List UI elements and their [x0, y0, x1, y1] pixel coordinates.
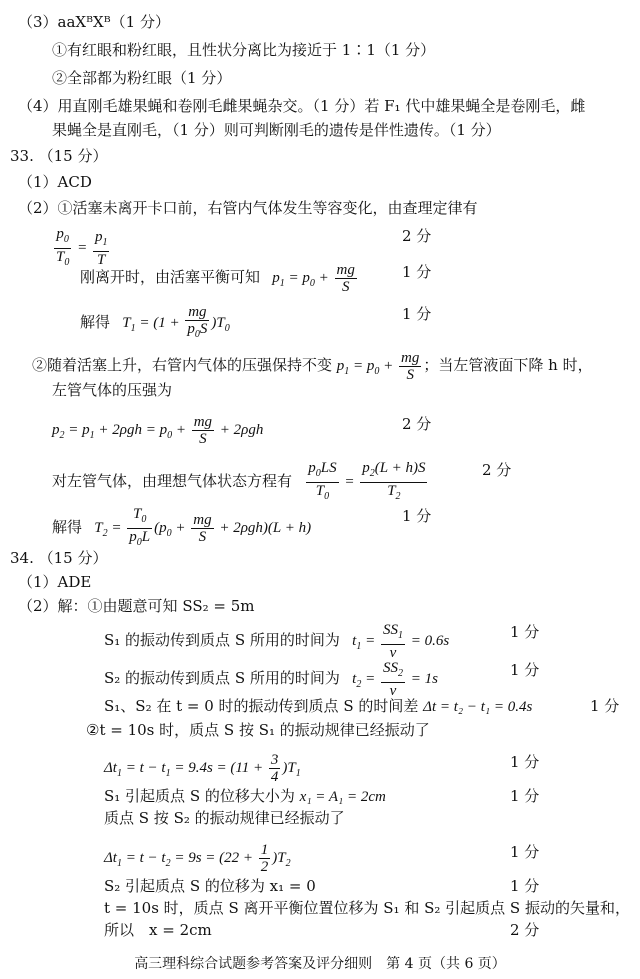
q34-l4: ②t = 10s 时，质点 S 按 S₁ 的振动规律已经振动了 [86, 721, 430, 739]
score-l8: 1 分 [510, 843, 540, 861]
q34-l1 [104, 622, 449, 661]
q33-part2b-text: ②随着活塞上升，右管内气体的压强保持不变 [32, 355, 333, 374]
q33-part2b-line2: 左管气体的压强为 [52, 381, 173, 399]
ideal-gas-equation: $\frac{p_0LS}{T_0}$ = $\frac{p_2(L + h)S}{T_2}$ [308, 460, 426, 502]
q33-eq6-prefix: 解得 [52, 517, 83, 536]
q34-heading: 34. （15 分） [10, 549, 108, 567]
score-eq6: 1 分 [402, 507, 432, 525]
q32-p3-head: （3）aaXᴮXᴮ（1 分） [18, 13, 170, 31]
q33-eq5-prefix: 对左管气体，由理想气体状态方程有 [52, 471, 293, 490]
q33-heading: 33. （15 分） [10, 147, 108, 165]
t2-solution-equation: $T_2$ = $\frac{T_0}{p_0L}$ ($p_0$ + $\frac{mg}{S}$ + 2ρgh)(L + h) [86, 506, 312, 548]
left-tube-pressure-equation: $p_2 = p_1 + 2\rho gh = p_0$ + $\frac{mg}{S}$ + 2ρgh [52, 414, 264, 447]
delta-t1-s1-equation: $\Delta t_1 = t - t_1 = 9.4s = (11$ + $\frac{3}{4}$ )$T_1$ [104, 752, 301, 785]
q34-l3 [104, 696, 532, 717]
time-difference-equation: Δt = t₂ − t₁ = 0.4s [423, 699, 533, 715]
q33-part2b-tail: ；当左管液面下降 h 时， [423, 355, 593, 374]
q32-p3-option-b: ②全部都为粉红眼（1 分） [52, 69, 232, 87]
q33-part2b-line [32, 350, 593, 383]
score-l6: 1 分 [510, 787, 540, 805]
t1-solution-equation: $T_1 = (1$ + $\frac{mg}{p_0S}$ )$T_0$ [114, 304, 230, 340]
q32-p4-line1: （4）用直刚毛雄果蝇和卷刚毛雌果蝇杂交。（1 分）若 F₁ 代中雄果蝇全是卷刚毛，雌 [18, 97, 586, 115]
charles-law-equation: $\frac{p_0}{T_0}$ = $\frac{p_1}{T}$ [56, 226, 108, 268]
q33-eq2-prefix: 刚离开时，由活塞平衡可知 [80, 267, 261, 286]
delta-t1-s2-equation: $\Delta t_1 = t - t_2 = 9s = (22$ + $\frac{1}{2}$ )$T_2$ [104, 842, 291, 875]
score-eq3: 1 分 [402, 305, 432, 323]
q34-part2-intro: （2）解：①由题意可知 SS₂ = 5m [18, 597, 255, 615]
q34-l7: 质点 S 按 S₂ 的振动规律已经振动了 [104, 809, 345, 827]
q34-l6-text: S₁ 引起质点 S 的位移大小为 [104, 787, 295, 805]
score-eq2: 1 分 [402, 263, 432, 281]
q32-p4-line2: 果蝇全是直刚毛，（1 分）则可判断刚毛的遗传是伴性遗传。（1 分） [52, 121, 501, 139]
q34-part1-answer: （1）ADE [18, 573, 92, 591]
q34-l10: t = 10s 时，质点 S 离开平衡位置位移为 S₁ 和 S₂ 引起质点 S 振动的矢量和， [104, 899, 630, 917]
q33-eq3-line [80, 304, 230, 343]
score-l11: 2 分 [510, 921, 540, 939]
score-eq5: 2 分 [482, 461, 512, 479]
score-l9: 1 分 [510, 877, 540, 895]
score-l5: 1 分 [510, 753, 540, 771]
q34-l2 [104, 660, 438, 699]
score-l1: 1 分 [510, 623, 540, 641]
score-eq1: 2 分 [402, 227, 432, 245]
q32-p3-option-a: ①有红眼和粉红眼，且性状分离比为接近于 1∶1（1 分） [52, 41, 436, 59]
t2-equation: $t_2$ = $\frac{SS_2}{v}$ = 1s [344, 660, 438, 699]
q34-l3-text: S₁、S₂ 在 t = 0 时的振动传到质点 S 的时间差 [104, 697, 419, 715]
q34-l9: S₂ 引起质点 S 的位移为 x₁ = 0 [104, 877, 316, 895]
page-footer: 高三理科综合试题参考答案及评分细则 第 4 页（共 6 页） [134, 956, 506, 972]
q34-l11: 所以 x = 2cm [104, 921, 212, 939]
q33-eq6-line [52, 506, 311, 551]
score-l2: 1 分 [510, 661, 540, 679]
q33-eq5-line [52, 460, 429, 505]
t1-equation: $t_1$ = $\frac{SS_1}{v}$ = 0.6s [344, 622, 450, 661]
q33-eq2-line [80, 262, 359, 295]
q33-eq3-prefix: 解得 [80, 312, 111, 331]
score-l3: 1 分 [590, 697, 620, 715]
q33-part2-intro: （2）①活塞未离开卡口前，右管内气体发生等容变化，由查理定律有 [18, 199, 478, 217]
score-eq4: 2 分 [402, 415, 432, 433]
q34-l1-text: S₁ 的振动传到质点 S 所用的时间为 [104, 630, 340, 649]
s1-displacement-equation: x₁ = A₁ = 2cm [299, 789, 386, 805]
constant-pressure-equation: $p_1 = p_0$ + $\frac{mg}{S}$ [336, 350, 420, 383]
piston-balance-equation: $p_1 = p_0$ + $\frac{mg}{S}$ [264, 262, 355, 295]
q34-l6 [104, 786, 386, 807]
q33-part1-answer: （1）ACD [18, 173, 92, 191]
q34-l2-text: S₂ 的振动传到质点 S 所用的时间为 [104, 668, 340, 687]
